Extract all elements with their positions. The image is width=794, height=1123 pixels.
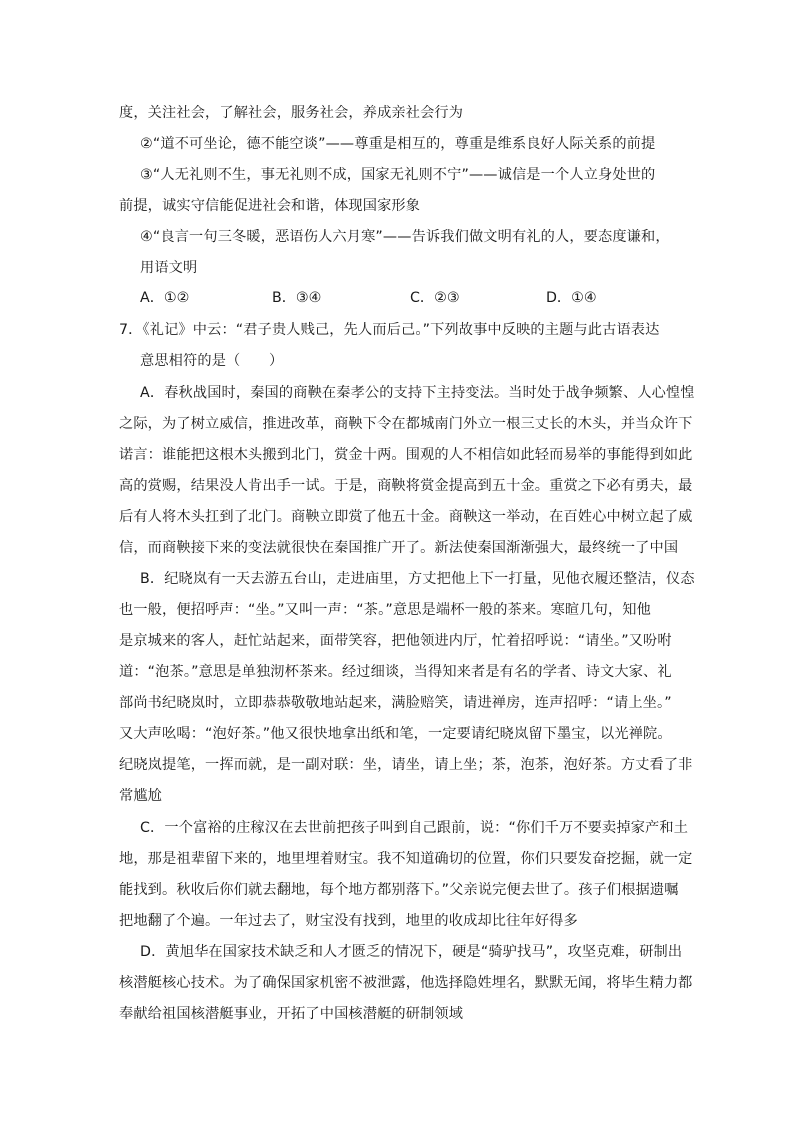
q6-option-a: A．①②	[140, 290, 190, 306]
q7-option-a: 之际，为了树立威信，推进改革，商鞅下令在都城南门外立一根三丈长的木头，并当众许下	[119, 416, 693, 432]
q6-statement-3: ③“人无礼则不生，事无礼则不成，国家无礼则不宁”——诚信是一个人立身处世的	[140, 167, 656, 183]
q7-option-a: 后有人将木头扛到了北门。商鞅立即赏了他五十金。商鞅这一举动，在百姓心中树立起了威	[119, 509, 693, 525]
q7-option-b: 也一般，便招呼声：“坐。”又叫一声：“茶。”意思是端杯一般的茶来。寒暄几句，知他	[119, 602, 651, 618]
q7-option-a: A．春秋战国时，秦国的商鞅在秦孝公的支持下主持变法。当时处于战争频繁、人心惶惶	[140, 385, 695, 401]
q6-option-b: B．③④	[272, 290, 322, 306]
q7-option-d: 核潜艇核心技术。为了确保国家机密不被泄露，他选择隐姓埋名，默默无闻，将毕生精力都	[119, 975, 693, 991]
q6-line: 用语文明	[140, 260, 198, 276]
q7-option-b: 又大声吆喝：“泡好茶。”他又很快地拿出纸和笔，一定要请纪晓岚留下墨宝，以光禅院。	[119, 726, 672, 742]
q6-line: 前提，诚实守信能促进社会和谐，体现国家形象	[119, 198, 421, 214]
q7-option-c: 能找到。秋收后你们就去翻地，每个地方都别落下。”父亲说完便去世了。孩子们根据遗嘱	[119, 882, 679, 898]
q6-statement-2: ②“道不可坐论，德不能空谈”——尊重是相互的，尊重是维系良好人际关系的前提	[140, 136, 656, 152]
q7-option-b: 是京城来的客人，赶忙站起来，面带笑容，把他领进内厅，忙着招呼说：“请坐。”又吩咐	[119, 633, 672, 649]
q7-option-a: 诺言：谁能把这根木头搬到北门，赏金十两。围观的人不相信如此轻而易举的事能得到如此	[119, 447, 693, 463]
q6-options	[140, 288, 660, 308]
q7-option-b: B．纪晓岚有一天去游五台山，走进庙里，方丈把他上下一打量，见他衣履还整洁，仪态	[140, 571, 695, 587]
q7-option-b: 道：“泡茶。”意思是单独沏杯茶来。经过细谈，当得知来者是有名的学者、诗文大家、礼	[119, 664, 672, 680]
q7-option-a: 信，而商鞅接下来的变法就很快在秦国推广开了。新法使秦国渐渐强大，最终统一了中国	[119, 540, 679, 556]
q6-statement-4: ④“良言一句三冬暖，恶语伤人六月寒”——告诉我们做文明有礼的人，要态度谦和，	[140, 229, 670, 245]
q7-option-c: C．一个富裕的庄稼汉在去世前把孩子叫到自己跟前，说：“你们千万不要卖掉家产和土	[140, 820, 689, 836]
q7-option-a: 高的赏赐，结果没人肯出手一试。于是，商鞅将赏金提高到五十金。重赏之下必有勇夫，最	[119, 478, 693, 494]
q7-stem: 7．《礼记》中云：“君子贵人贱己，先人而后己。”下列故事中反映的主题与此古语表达	[119, 322, 660, 338]
q7-option-b: 常尴尬	[119, 788, 163, 804]
q7-stem: 意思相符的是（ ）	[140, 353, 284, 369]
q7-option-d: D．黄旭华在国家技术缺乏和人才匮乏的情况下，硬是“骑驴找马”，攻坚克难，研制出	[140, 944, 683, 960]
q7-option-d: 奉献给祖国核潜艇事业，开拓了中国核潜艇的研制领域	[119, 1006, 464, 1022]
q6-line: 度，关注社会，了解社会，服务社会，养成亲社会行为	[119, 105, 464, 121]
q6-option-d: D．①④	[546, 290, 597, 306]
q7-option-c: 地，那是祖辈留下来的，地里埋着财宝。我不知道确切的位置，你们只要发奋挖掘，就一定	[119, 851, 693, 867]
q7-option-b: 部尚书纪晓岚时，立即恭恭敬敬地站起来，满脸赔笑，请进禅房，连声招呼：“请上坐。”	[119, 695, 672, 711]
q7-option-b: 纪晓岚提笔，一挥而就，是一副对联：坐，请坐，请上坐；茶，泡茶，泡好茶。方丈看了非	[119, 757, 693, 773]
q6-option-c: C．②③	[410, 290, 460, 306]
q7-option-c: 把地翻了个遍。一年过去了，财宝没有找到，地里的收成却比往年好得多	[119, 913, 578, 929]
